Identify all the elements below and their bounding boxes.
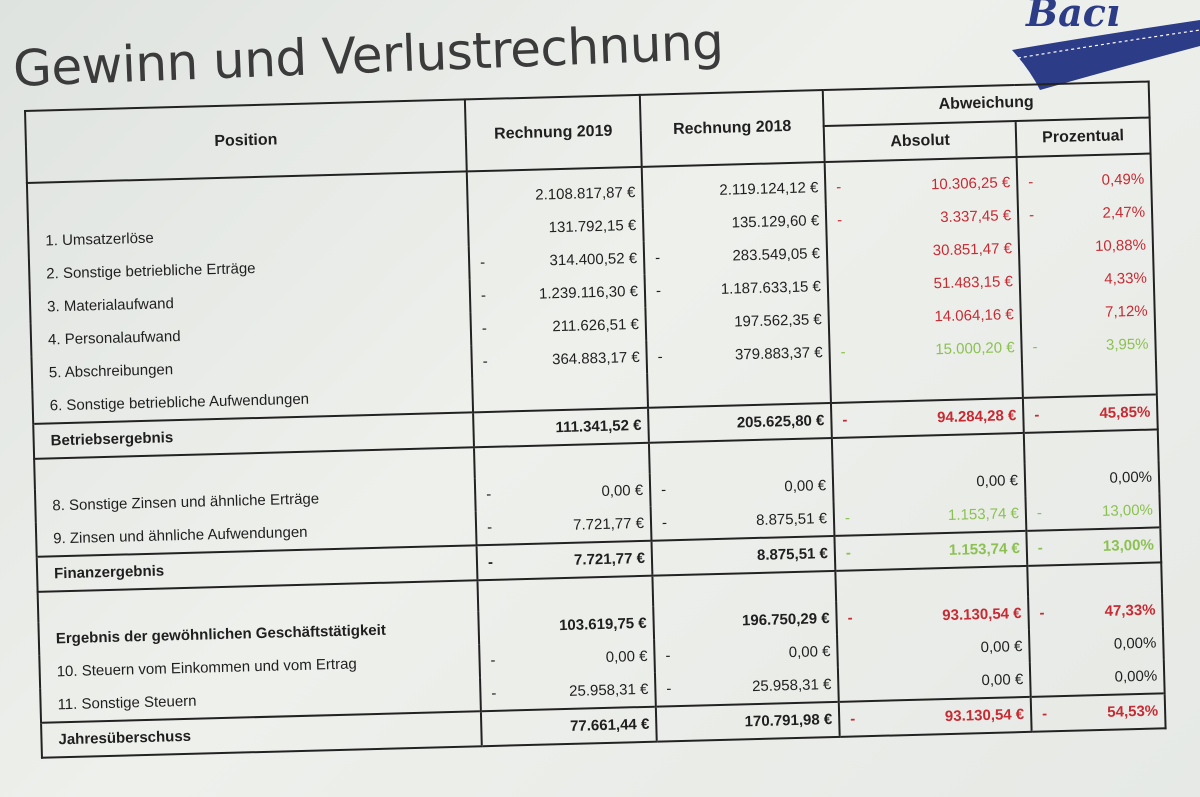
value-prozentual	[1025, 460, 1160, 496]
cell-value: 94.284,28 €	[936, 407, 1017, 427]
cell-value: 2.108.817,87 €	[535, 184, 636, 204]
value-2019	[476, 507, 652, 546]
minus-sign: -	[836, 211, 843, 229]
value-prozentual	[1019, 261, 1154, 297]
minus-sign: -	[655, 282, 662, 300]
cell-value: 196.750,29 €	[741, 610, 830, 630]
value-2018	[651, 502, 835, 541]
cell-value: 2,47%	[1102, 203, 1146, 222]
cell-value: 25.958,31 €	[751, 676, 832, 696]
minus-sign: -	[486, 485, 492, 504]
cell-value: 0,00 €	[605, 647, 648, 666]
value-absolut	[837, 630, 1030, 668]
cell-value: 1.153,74 €	[948, 540, 1021, 559]
spacer-cell	[1024, 429, 1159, 463]
table-body	[27, 154, 1166, 758]
cell-value: 135.129,60 €	[731, 212, 820, 232]
row-label: 10. Steuern vom Einkommen und vom Ertrag	[39, 644, 480, 689]
value-absolut	[826, 199, 1019, 237]
cell-value: 170.791,98 €	[744, 711, 833, 731]
value-prozentual	[1019, 228, 1154, 264]
value-absolut	[830, 364, 1023, 403]
value-absolut	[827, 265, 1020, 303]
minus-sign: -	[1036, 504, 1043, 522]
value-absolut	[827, 232, 1020, 270]
value-prozentual	[1026, 527, 1161, 565]
spacer-cell	[652, 571, 836, 607]
cell-value: 10,88%	[1094, 236, 1147, 256]
cell-value: 3,95%	[1105, 335, 1149, 354]
spacer-cell	[832, 433, 1025, 469]
minus-sign: -	[850, 710, 856, 728]
cell-value: 15.000,20 €	[935, 339, 1015, 359]
minus-sign: -	[836, 178, 842, 196]
minus-sign: -	[844, 509, 851, 527]
cell-value: 45,85%	[1099, 403, 1151, 422]
value-absolut	[834, 531, 1027, 571]
cell-value: 0,00%	[1109, 468, 1153, 487]
value-2019	[472, 374, 648, 413]
minus-sign: -	[1028, 206, 1035, 224]
cell-value: 25.958,31 €	[568, 680, 649, 700]
minus-sign: -	[491, 684, 497, 702]
value-2018	[655, 668, 839, 707]
cell-value: 364.883,17 €	[551, 348, 640, 369]
value-prozentual	[1028, 593, 1163, 629]
cell-value: 1.187.633,15 €	[720, 278, 822, 298]
cell-value: 7.721,77 €	[572, 514, 645, 534]
logo	[1000, 0, 1200, 95]
value-2018	[644, 237, 828, 275]
value-2019	[468, 209, 644, 247]
value-2018	[646, 336, 830, 374]
value-absolut	[825, 157, 1018, 204]
cell-value: 2.119.124,12 €	[719, 179, 819, 199]
value-2019	[479, 640, 655, 678]
cell-value: 1.153,74 €	[947, 505, 1020, 524]
value-2019	[481, 707, 657, 747]
value-2019	[478, 607, 654, 645]
cell-value: 0,00 €	[976, 472, 1019, 491]
value-prozentual	[1021, 327, 1156, 363]
value-2019	[480, 673, 656, 712]
value-absolut	[829, 331, 1022, 369]
row-label: 11. Sonstige Steuern	[40, 677, 481, 723]
cell-value: 379.883,37 €	[734, 344, 823, 364]
minus-sign: -	[654, 249, 661, 267]
value-prozentual	[1023, 394, 1158, 432]
minus-sign: -	[666, 680, 672, 698]
row-label: 3. Materialaufwand	[30, 279, 471, 324]
guv-table	[24, 81, 1165, 759]
cell-value: 0,00%	[1114, 667, 1158, 686]
value-2018	[653, 602, 837, 640]
value-absolut	[838, 663, 1031, 702]
minus-sign: -	[657, 348, 663, 366]
cell-value: 77.661,44 €	[569, 715, 650, 735]
minus-sign: -	[487, 553, 494, 572]
value-2018	[651, 536, 835, 576]
minus-sign: -	[481, 319, 488, 338]
value-2018	[647, 369, 831, 408]
cell-value: 283.549,05 €	[732, 245, 821, 265]
value-2018	[642, 162, 826, 209]
cell-value: 54,53%	[1107, 702, 1159, 721]
value-2019	[477, 541, 653, 581]
value-2019	[469, 242, 645, 280]
cell-value: 14.064,16 €	[934, 306, 1014, 326]
cell-value: 93.130,54 €	[944, 706, 1025, 726]
spacer-cell	[1027, 562, 1162, 596]
cell-value: 111.341,52 €	[555, 416, 642, 437]
cell-value: 314.400,52 €	[549, 250, 638, 270]
value-2019	[473, 408, 649, 448]
row-label: Betriebsergebnis	[33, 412, 474, 459]
cell-value: 131.792,15 €	[548, 217, 637, 237]
cell-value: 8.875,51 €	[755, 510, 828, 529]
cell-value: 0,49%	[1101, 170, 1145, 189]
row-label: 2. Sonstige betriebliche Erträge	[29, 246, 470, 291]
value-2019	[471, 341, 647, 379]
value-2018	[650, 469, 834, 507]
value-2018	[648, 403, 832, 443]
slide-title: Gewinn und Verlustrechnung	[12, 12, 725, 98]
value-2019	[470, 275, 646, 313]
cell-value: 103.619,75 €	[558, 614, 647, 635]
spacer-cell	[474, 443, 650, 479]
value-2018	[645, 303, 829, 341]
value-2018	[643, 204, 827, 242]
minus-sign: -	[665, 647, 671, 665]
minus-sign: -	[1034, 406, 1040, 424]
value-2019	[475, 474, 651, 512]
value-absolut	[828, 298, 1021, 336]
value-2018	[654, 635, 838, 673]
header-rechnung-2018: Rechnung 2018	[640, 90, 825, 167]
cell-value: 93.130,54 €	[942, 605, 1022, 625]
value-2018	[656, 702, 840, 742]
value-absolut	[839, 697, 1032, 737]
value-absolut	[831, 398, 1024, 438]
row-label: 6. Sonstige betriebliche Aufwendungen	[32, 378, 473, 424]
minus-sign: -	[840, 343, 846, 361]
minus-sign: -	[486, 518, 493, 537]
value-prozentual	[1017, 154, 1152, 199]
logo-text: Bacı	[1026, 0, 1121, 35]
cell-value: 0,00 €	[980, 638, 1023, 657]
minus-sign: -	[1032, 338, 1038, 356]
minus-sign: -	[661, 514, 668, 532]
row-label: 9. Zinsen und ähnliche Aufwendungen	[36, 511, 477, 557]
value-prozentual	[1029, 626, 1164, 662]
value-absolut	[833, 464, 1026, 502]
value-2018	[645, 270, 829, 308]
header-position: Position	[25, 99, 467, 182]
minus-sign: -	[1039, 604, 1045, 622]
minus-sign: -	[1041, 705, 1048, 723]
minus-sign: -	[482, 352, 488, 371]
cell-value: 13,00%	[1102, 536, 1155, 555]
cell-value: 13,00%	[1101, 501, 1154, 520]
minus-sign: -	[847, 609, 853, 627]
cell-value: 205.625,80 €	[736, 412, 825, 432]
cell-value: 7,12%	[1104, 302, 1148, 321]
cell-value: 10.306,25 €	[930, 174, 1011, 194]
cell-value: 51.483,15 €	[933, 273, 1014, 293]
row-label: 5. Abschreibungen	[31, 345, 472, 390]
cell-value: 4,33%	[1104, 269, 1148, 288]
row-label: 8. Sonstige Zinsen und ähnliche Erträge	[35, 478, 476, 523]
spacer-cell	[649, 438, 833, 474]
value-2019	[467, 167, 643, 214]
value-prozentual	[1030, 659, 1165, 696]
value-prozentual	[1022, 360, 1157, 397]
cell-value: 1.239.116,30 €	[538, 282, 639, 303]
cell-value: 0,00%	[1113, 634, 1157, 653]
minus-sign: -	[479, 253, 486, 272]
row-label: Finanzergebnis	[37, 545, 478, 592]
cell-value: 0,00 €	[784, 477, 827, 496]
minus-sign: -	[480, 286, 487, 305]
cell-value: 0,00 €	[601, 481, 644, 501]
cell-value: 211.626,51 €	[552, 315, 640, 336]
minus-sign: -	[490, 651, 496, 669]
cell-value: 3.337,45 €	[940, 207, 1012, 227]
minus-sign: -	[660, 481, 667, 499]
value-absolut	[834, 497, 1027, 536]
row-label: 4. Personalaufwand	[31, 312, 472, 357]
cell-value: 0,00 €	[981, 671, 1024, 690]
header-absolut: Absolut	[824, 121, 1017, 162]
value-absolut	[836, 597, 1029, 635]
cell-value: 47,33%	[1104, 601, 1156, 620]
row-label: 1. Umsatzerlöse	[28, 213, 469, 258]
value-prozentual	[1020, 294, 1155, 330]
row-label: Jahresüberschuss	[41, 711, 482, 758]
header-abweichung: Abweichung	[823, 82, 1150, 127]
row-label: Ergebnis der gewöhnlichen Geschäftstätigkeit	[38, 611, 479, 656]
header-rechnung-2019: Rechnung 2019	[465, 95, 642, 172]
minus-sign: -	[842, 411, 848, 429]
minus-sign: -	[1028, 173, 1034, 191]
cell-value: 197.562,35 €	[733, 311, 822, 331]
minus-sign: -	[1037, 539, 1044, 557]
spacer-cell	[477, 576, 653, 612]
minus-sign: -	[845, 544, 852, 562]
spacer-cell	[835, 566, 1028, 602]
header-prozentual: Prozentual	[1016, 118, 1151, 157]
cell-value: 30.851,47 €	[932, 240, 1013, 260]
value-prozentual	[1031, 693, 1166, 731]
value-2019	[470, 308, 646, 346]
cell-value: 7.721,77 €	[573, 549, 646, 569]
cell-value: 8.875,51 €	[756, 545, 829, 564]
value-prozentual	[1018, 196, 1153, 232]
value-prozentual	[1025, 493, 1160, 530]
cell-value: 0,00 €	[788, 643, 831, 662]
